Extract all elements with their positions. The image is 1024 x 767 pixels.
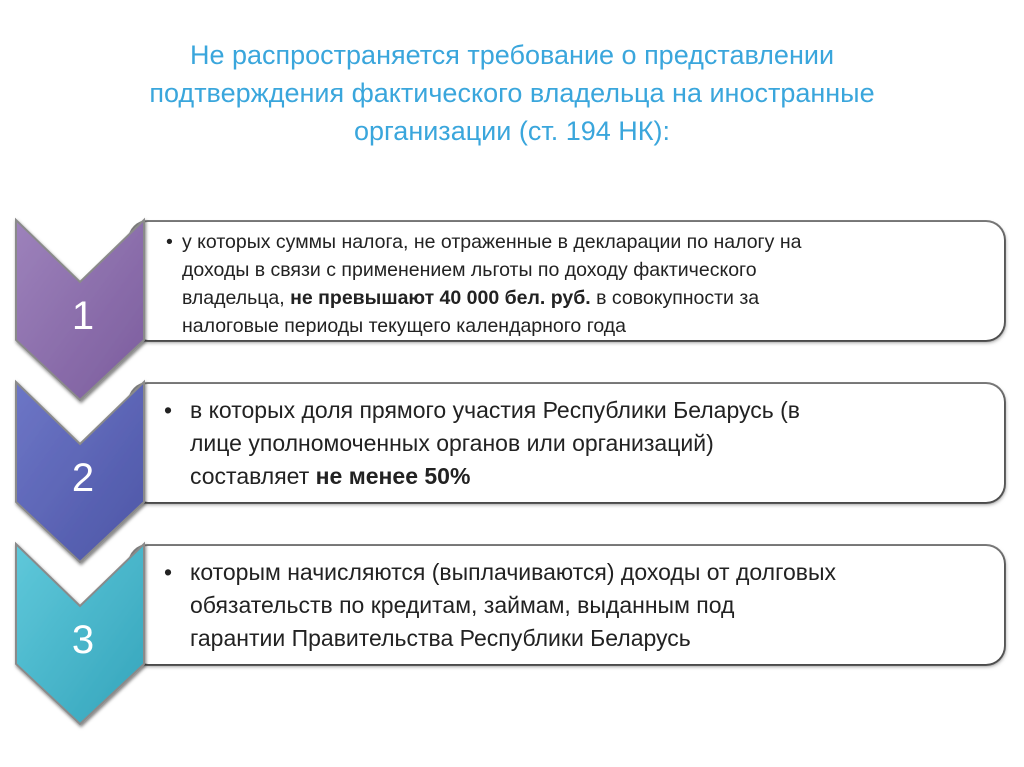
item-1-line-4: налоговые периоды текущего календарного года bbox=[182, 315, 627, 337]
item-3-line-3: гарантии Правительства Республики Беларусь bbox=[190, 625, 691, 651]
bullet-icon: • bbox=[164, 397, 173, 423]
item-1-emphasis: не превышают 40 000 бел. руб. bbox=[290, 287, 591, 309]
bullet-icon: • bbox=[166, 231, 173, 253]
item-2-emphasis: не менее 50% bbox=[315, 463, 471, 489]
item-1-line-3c: в совокупности за bbox=[590, 287, 760, 309]
bullet-icon: • bbox=[164, 559, 173, 585]
item-3-line-1: которым начисляются (выплачиваются) доходы от долговых bbox=[190, 559, 837, 585]
title-line-3: организации (ст. 194 НК): bbox=[354, 116, 670, 146]
item-2-line-3a: составляет bbox=[190, 463, 316, 489]
title-line-2: подтверждения фактического владельца на иностранные bbox=[149, 78, 875, 108]
item-2-line-1: в которых доля прямого участия Республики Беларусь (в bbox=[190, 397, 800, 423]
item-2-number: 2 bbox=[71, 456, 95, 500]
title-line-1: Не распространяется требование о представлении bbox=[189, 40, 835, 70]
item-3-number: 3 bbox=[71, 618, 95, 662]
item-1-line-2: доходы в связи с применением льготы по доходу фактического bbox=[182, 259, 757, 281]
item-1-number: 1 bbox=[71, 294, 95, 338]
item-1-line-1: у которых суммы налога, не отраженные в декларации по налогу на bbox=[182, 231, 802, 253]
item-2-line-2: лице уполномоченных органов или организаций) bbox=[190, 430, 714, 456]
item-3-line-2: обязательств по кредитам, займам, выданным под bbox=[190, 592, 735, 618]
item-1-line-3a: владельца, bbox=[182, 287, 291, 309]
